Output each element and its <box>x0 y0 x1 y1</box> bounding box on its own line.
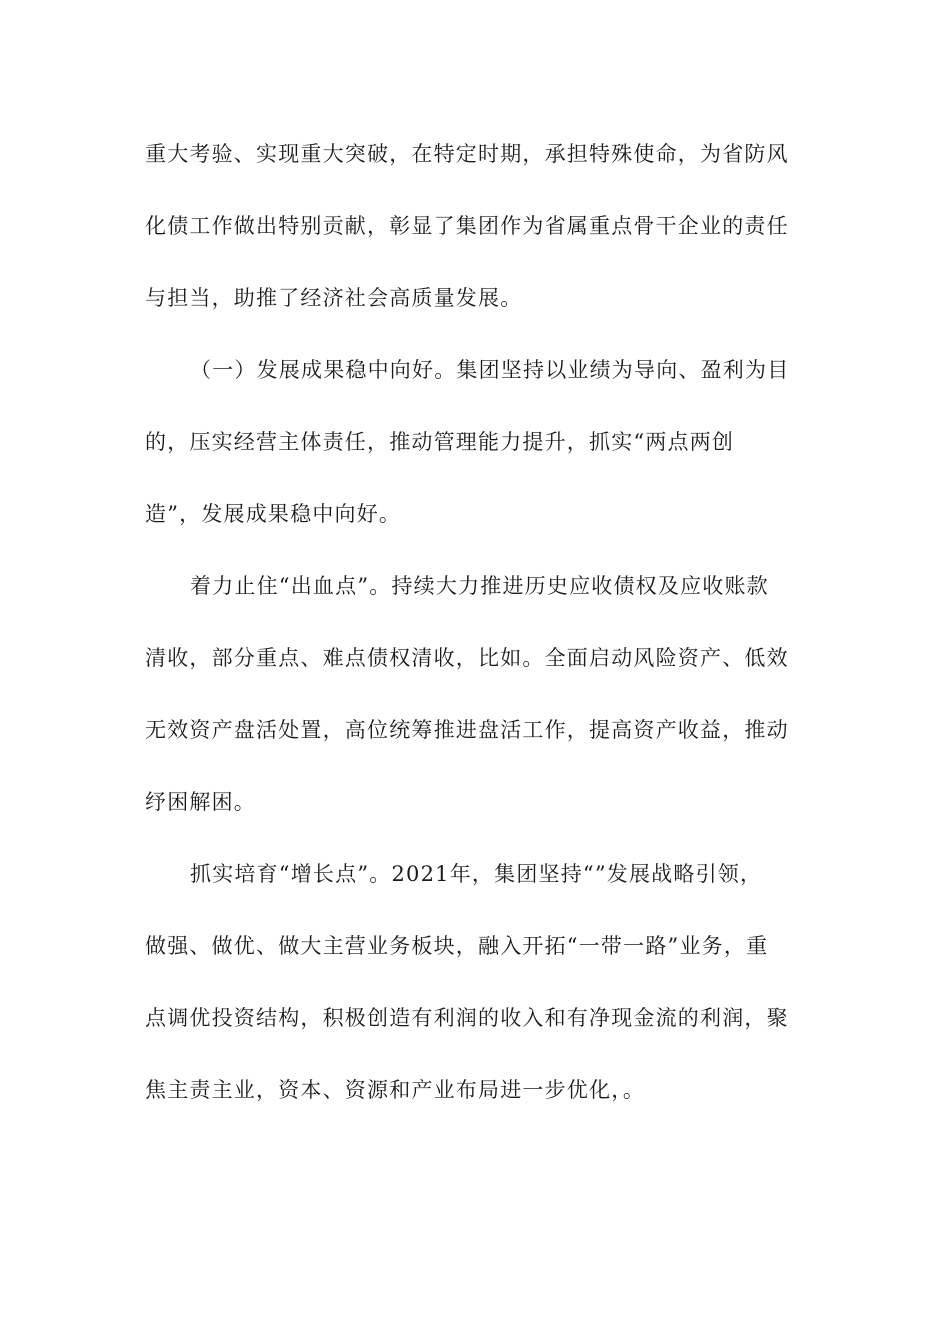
paragraph-start: 抓实培育“增长点”。2021年，集团坚持“”发展战略引领， <box>190 862 763 886</box>
text-line: 点调优投资结构，积极创造有利润的收入和有净现金流的利润，聚 <box>145 1006 789 1030</box>
paragraph-heading: （一）发展成果稳中向好。集团坚持以业绩为导向、盈利为目 <box>190 358 790 382</box>
text-line: 重大考验、实现重大突破，在特定时期，承担特殊使命，为省防风 <box>145 142 789 166</box>
text-line: 与担当，助推了经济社会高质量发展。 <box>145 286 523 310</box>
text-line: 造”，发展成果稳中向好。 <box>145 502 402 526</box>
text-line: 做强、做优、做大主营业务板块，融入开拓“一带一路”业务，重 <box>145 934 769 958</box>
text-line: 纾困解困。 <box>145 790 256 814</box>
text-line: 清收，部分重点、难点债权清收，比如。全面启动风险资产、低效 <box>145 646 789 670</box>
paragraph-start: 着力止住“出血点”。持续大力推进历史应收债权及应收账款 <box>190 574 769 598</box>
text-line: 的，压实经营主体责任，推动管理能力提升，抓实“两点两创 <box>145 430 735 454</box>
text-line: 焦主责主业，资本、资源和产业布局进一步优化，。 <box>145 1078 646 1102</box>
text-line: 无效资产盘活处置，高位统筹推进盘活工作，提高资产收益，推动 <box>145 718 789 742</box>
text-line: 化债工作做出特别贡献，彰显了集团作为省属重点骨干企业的责任 <box>145 214 789 238</box>
